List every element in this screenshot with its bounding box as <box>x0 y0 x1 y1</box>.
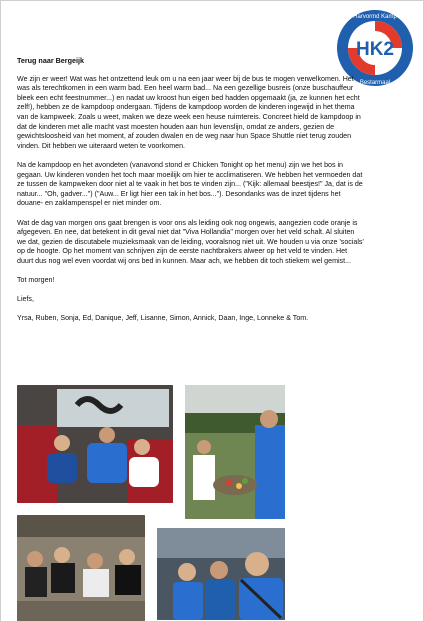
campfire-photo <box>185 385 285 519</box>
logo-ring-bottom: Bestarmaal <box>359 80 391 86</box>
closing-greeting: Tot morgen! <box>17 276 55 285</box>
article <box>17 56 365 334</box>
logo-initials: HK2 <box>355 39 395 60</box>
bus-photo <box>17 385 173 503</box>
paragraph-tomorrow: Wat de dag van morgen ons gaat brengen is voor ons als leiding ook nog ongewis, aangezien code oranje is afgegeven. En nee, dat betekent in dit geval niet dat "Viva Hollandia" morgen over het veld schalt. Al sluiten we dat, gezien de discutabele muzieksmaak van de leiding, vooralsnog niet uit. We houden u via onze 'socials' op de hoogte. Op het moment van schrijven zijn de eerste nachtbrakers alweer op het veld te vinden. Het duurt dus nog wel even voordat wij ons bed in kunnen. Maar ach, we hebben dit toch stiekem wel gemist... <box>17 218 364 265</box>
paragraph-forest: Na de kampdoop en het avondeten (vanavond stond er Chicken Tonight op het menu) zijn we het bos in gegaan. Uw kinderen vonden het toch maar moeilijk om hier te acclimatiseren. We hebben het vermoeden dat ze tussen de kampweken door niet al te vaak in het bos te vinden zijn... ("Kijk: allemaal beestjes!" Ja, dat is de natuur... "Oh, gadver...") ("Auw... Er ligt hier een tak in het bos..."). Desondanks was de inzet tijdens het douane- en zaklampenspel er niet minder om. <box>17 160 363 208</box>
logo-ring-top: Harvormd Kamp <box>353 14 397 20</box>
car-photo <box>157 528 285 620</box>
article-title: Terug naar Bergeijk <box>17 56 84 65</box>
group-photo <box>17 515 145 621</box>
closing-liefs: Liefs, <box>17 295 34 304</box>
paragraph-intro: We zijn er weer! Wat was het ontzettend leuk om u na een jaar weer bij de bus te mogen verwelkomen. Het was als terechtkomen in een warm bad. Een heel warm bad... Na een gezellige busreis (onze buschauffeur bleek een echt feestnummer...) en nadat uw kroost hun eigen bed hadden opgemaakt (ja, ze kunnen het echt zelf!), hebben ze de kampdoop ondergaan. Tijdens de kampdoop worden de kinderen ingewijd in het thema van de kampweek. Zoals u weet, maken we deze week een heuse ruimtereis. Concreet hield de kampdoop in dat de kinderen met alle macht vast moesten houden aan hun levenslijn, omdat ze anders, gezien de gewichtsloosheid van het moment, af zouden dwalen en de weg naar hun Space Shuttle niet terug zouden vinden. Dit hebben we uiteraard weten te voorkomen. <box>17 74 361 150</box>
signature-names: Yrsa, Ruben, Sonja, Ed, Danique, Jeff, Lisanne, Simon, Annick, Daan, Inge, Lonneke & Tom. <box>17 314 309 323</box>
